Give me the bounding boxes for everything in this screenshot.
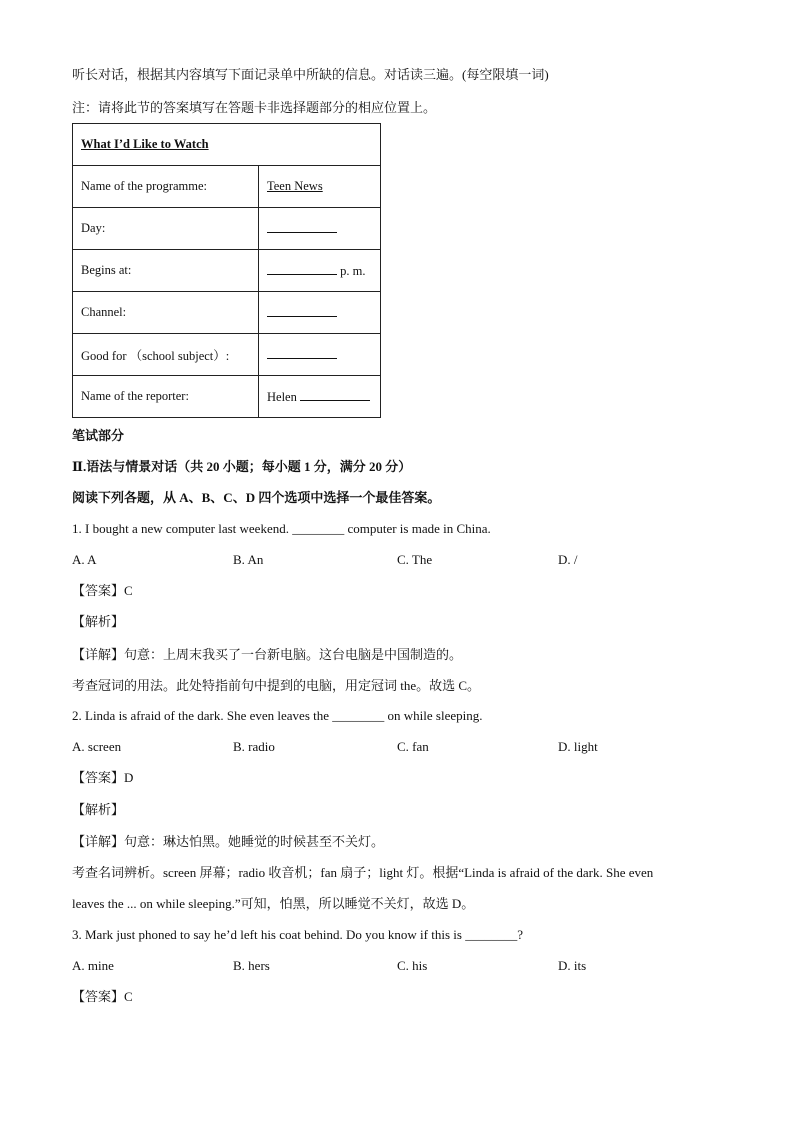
record-value	[259, 376, 381, 418]
analysis-label: 【解析】	[72, 802, 125, 817]
detail-line	[72, 646, 462, 664]
question-stem: 2. Linda is afraid of the dark. She even leaves the ________ on while sleeping.	[72, 708, 483, 723]
reporter-first-name: Helen	[267, 390, 297, 404]
record-row	[73, 292, 381, 334]
answer-sheet-note: 注：请将此节的答案填写在答题卡非选择题部分的相应位置上。	[72, 100, 437, 115]
option-a[interactable]: A. A	[72, 552, 97, 567]
answer-blank[interactable]	[267, 220, 337, 233]
record-value	[259, 166, 381, 208]
answer-line	[72, 988, 133, 1006]
answer-line	[72, 582, 133, 600]
listening-instruction: 听长对话，根据其内容填写下面记录单中所缺的信息。对话读三遍。(每空限填一词)	[72, 67, 549, 82]
time-suffix: p. m.	[340, 264, 366, 278]
record-label: Day:	[73, 208, 259, 250]
answer-blank[interactable]	[267, 262, 337, 275]
detail-text: 句意：上周末我买了一台新电脑。这台电脑是中国制造的。	[124, 647, 463, 662]
explanation-text: 考查名词辨析。screen 屏幕；radio 收音机；fan 扇子；light 灯。根据“Linda is afraid of the dark. She even	[72, 865, 654, 880]
answer-line	[72, 769, 133, 787]
record-label: Good for （school subject）:	[73, 334, 259, 376]
detail-text: 句意：琳达怕黑。她睡觉的时候甚至不关灯。	[124, 834, 385, 849]
record-label: Begins at:	[73, 250, 259, 292]
option-c[interactable]: C. his	[397, 958, 428, 973]
detail-label: 【详解】	[72, 834, 125, 849]
answer-blank[interactable]	[300, 388, 370, 401]
detail-line	[72, 833, 384, 851]
answer-value: C	[124, 583, 133, 598]
option-d[interactable]: D. its	[558, 958, 587, 973]
option-d[interactable]: D. light	[558, 739, 598, 754]
explanation-text: 考查冠词的用法。此处特指前句中提到的电脑，用定冠词 the。故选 C。	[72, 678, 481, 693]
record-value	[259, 334, 381, 376]
answer-label: 【答案】	[72, 989, 125, 1004]
record-row	[73, 334, 381, 376]
question-stem: 1. I bought a new computer last weekend. ________ computer is made in China.	[72, 521, 491, 536]
option-b[interactable]: B. radio	[233, 739, 275, 754]
record-label: Name of the programme:	[73, 166, 259, 208]
written-part-heading: 笔试部分	[72, 428, 125, 443]
option-c[interactable]: C. The	[397, 552, 433, 567]
record-table	[72, 123, 381, 418]
answer-value: C	[124, 989, 133, 1004]
record-value	[259, 250, 381, 292]
option-b[interactable]: B. An	[233, 552, 264, 567]
record-table-title-row	[73, 124, 381, 166]
record-row	[73, 166, 381, 208]
answer-value: D	[124, 770, 134, 785]
option-a[interactable]: A. screen	[72, 739, 122, 754]
record-row	[73, 208, 381, 250]
option-d[interactable]: D. /	[558, 552, 578, 567]
answer-blank[interactable]	[267, 346, 337, 359]
record-row	[73, 250, 381, 292]
section-directions: 阅读下列各题，从 A、B、C、D 四个选项中选择一个最佳答案。	[72, 490, 441, 505]
explanation-text: leaves the ... on while sleeping.”可知，怕黑，所以睡觉不关灯，故选 D。	[72, 896, 475, 911]
record-row	[73, 376, 381, 418]
record-table-title: What I’d Like to Watch	[73, 124, 381, 166]
section-title: Ⅱ.语法与情景对话（共 20 小题；每小题 1 分，满分 20 分）	[72, 459, 412, 474]
answer-label: 【答案】	[72, 583, 125, 598]
answer-blank[interactable]	[267, 304, 337, 317]
option-c[interactable]: C. fan	[397, 739, 429, 754]
record-label: Name of the reporter:	[73, 376, 259, 418]
record-value	[259, 292, 381, 334]
record-value	[259, 208, 381, 250]
option-a[interactable]: A. mine	[72, 958, 114, 973]
record-label: Channel:	[73, 292, 259, 334]
programme-name: Teen News	[267, 179, 323, 193]
analysis-label: 【解析】	[72, 614, 125, 629]
question-stem: 3. Mark just phoned to say he’d left his coat behind. Do you know if this is ________?	[72, 927, 523, 942]
answer-label: 【答案】	[72, 770, 125, 785]
option-b[interactable]: B. hers	[233, 958, 270, 973]
detail-label: 【详解】	[72, 647, 125, 662]
